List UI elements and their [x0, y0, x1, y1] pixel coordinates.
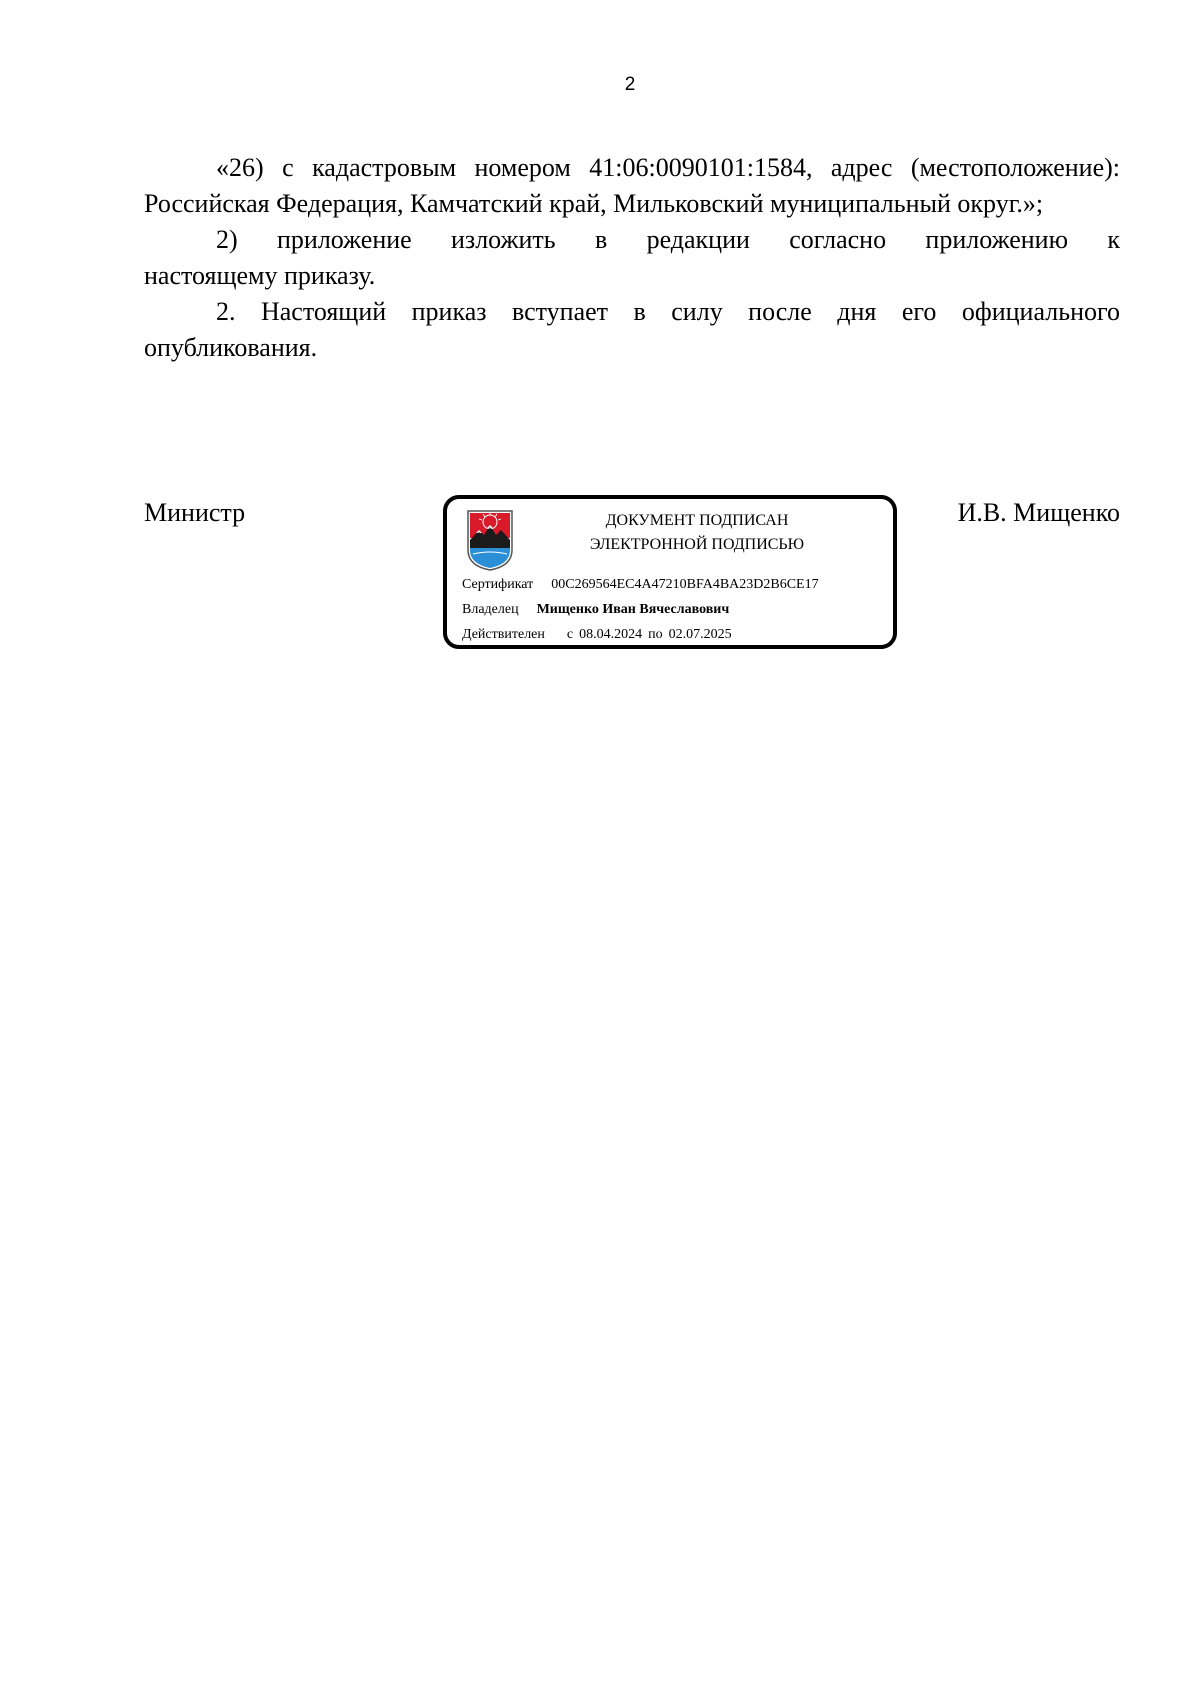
item3-word: 2. [216, 297, 236, 326]
electronic-signature-stamp [443, 495, 897, 649]
stamp-owner-row [462, 602, 729, 618]
item3-word: вступает [512, 297, 609, 326]
item3-word: его [901, 297, 937, 326]
signer-name: И.В. Мищенко [957, 498, 1120, 527]
paragraph-item-2-line2: настоящему приказу. [144, 261, 376, 290]
stamp-certificate-row [462, 577, 819, 593]
item3-word: после [748, 297, 812, 326]
document-body [144, 150, 1120, 366]
item3-word: силу [671, 297, 723, 326]
item3-word: приказ [411, 297, 487, 326]
page-number: 2 [624, 74, 636, 95]
paragraph-item-3-line1 [144, 294, 1120, 330]
item2-word: 2) [216, 225, 238, 254]
owner-label: Владелец [462, 602, 519, 617]
valid-to-date: 02.07.2025 [668, 627, 732, 642]
paragraph-item-2-line1 [144, 222, 1120, 258]
signer-position: Министр [144, 498, 246, 527]
item3-word: в [633, 297, 646, 326]
stamp-validity-row: Действителен с 08.04.2024 по 02.07.2025 [462, 627, 732, 642]
certificate-label: Сертификат [462, 577, 534, 592]
item3-word: Настоящий [260, 297, 387, 326]
item2-word: изложить [451, 225, 556, 254]
item2-word: приложение [277, 225, 412, 254]
validity-label: Действителен [462, 627, 545, 642]
stamp-title: ДОКУМЕНТ ПОДПИСАН ЭЛЕКТРОННОЙ ПОДПИСЬЮ [589, 512, 805, 553]
certificate-value: 00C269564EC4A47210BFA4BA23D2B6CE17 [551, 577, 819, 592]
valid-from-date: 08.04.2024 [579, 627, 643, 642]
kamchatka-coat-of-arms-icon [465, 508, 515, 572]
paragraph-item-26: «26) с кадастровым номером 41:06:0090101:1584, адрес (местоположение): Российская Федерация, Камчатский край, Мильковский муниципальный округ.»; [144, 153, 1120, 218]
paragraph-item-3-line2: опубликования. [144, 333, 318, 362]
item3-word: дня [837, 297, 877, 326]
item2-word: редакции [646, 225, 750, 254]
item2-word: к [1107, 225, 1120, 254]
item2-word: согласно [789, 225, 887, 254]
item2-word: в [594, 225, 608, 254]
item3-word: официального [961, 297, 1120, 326]
owner-value: Мищенко Иван Вячеславович [536, 602, 730, 617]
item2-word: приложению [925, 225, 1068, 254]
